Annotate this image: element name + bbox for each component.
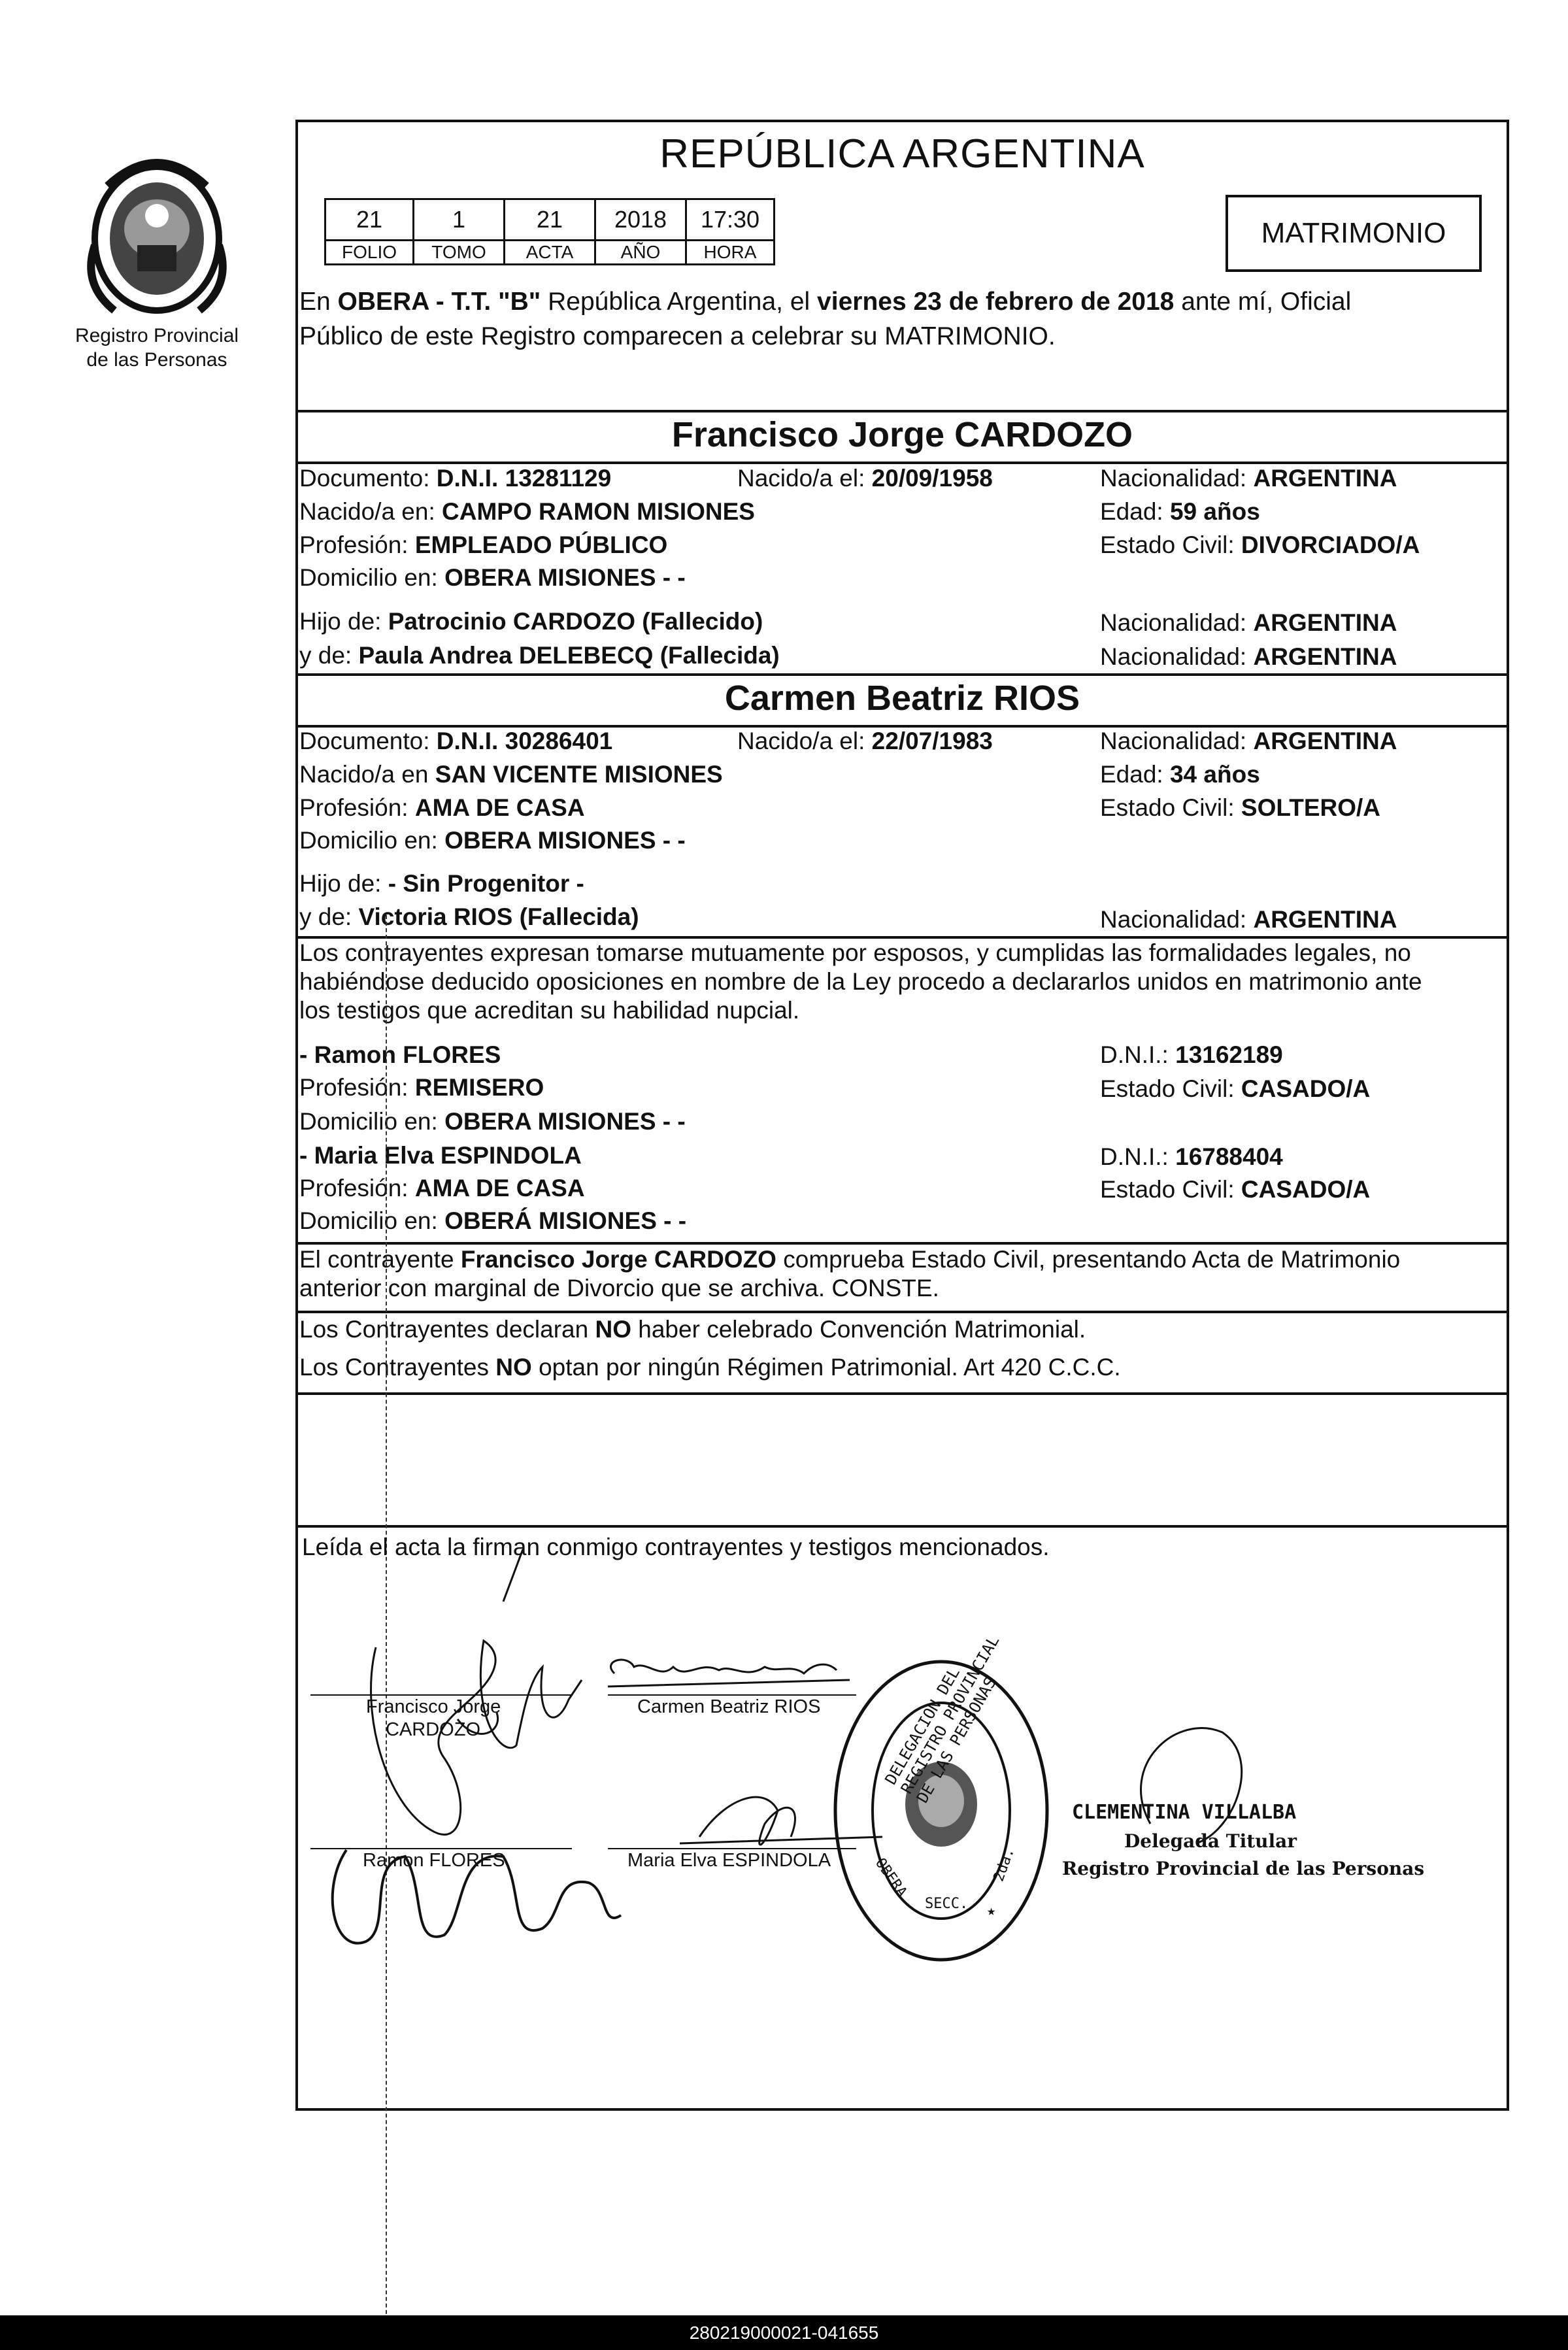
page-title: REPÚBLICA ARGENTINA [659, 131, 1145, 176]
intro-line-2: Público de este Registro comparecen a celebrar su MATRIMONIO. [299, 322, 1056, 350]
witness1-address: Domicilio en: OBERA MISIONES - - [299, 1108, 686, 1135]
witness2-name: - Maria Elva ESPINDOLA [299, 1142, 582, 1169]
divider [295, 410, 1509, 412]
note-line-2: anterior con marginal de Divorcio que se archiva. CONSTE. [299, 1275, 939, 1301]
divider [295, 1525, 1509, 1528]
spouse1-civil-status: Estado Civil: DIVORCIADO/A [1100, 531, 1420, 558]
signature-label-spouse1-surname: CARDOZO [386, 1719, 480, 1740]
registry-table [324, 198, 775, 265]
acta-label: ACTA [505, 241, 595, 265]
official-role: Delegada Titular [1124, 1830, 1297, 1852]
convention-line-1: Los Contrayentes declaran NO haber celebrado Convención Matrimonial. [299, 1316, 1086, 1343]
official-org: Registro Provincial de las Personas [1062, 1858, 1425, 1879]
signature-label-spouse2: Carmen Beatriz RIOS [637, 1696, 821, 1717]
witness1-name: - Ramon FLORES [299, 1041, 501, 1068]
divider [295, 1242, 1509, 1245]
footer-code: 280219000021-041655 [0, 2315, 1568, 2350]
spouse2-mother-nationality: Nacionalidad: ARGENTINA [1100, 906, 1397, 933]
spouse2-father: Hijo de: - Sin Progenitor - [299, 870, 584, 897]
witness2-civil-status: Estado Civil: CASADO/A [1100, 1176, 1371, 1203]
spouse2-nationality: Nacionalidad: ARGENTINA [1100, 728, 1397, 754]
witness1-civil-status: Estado Civil: CASADO/A [1100, 1075, 1371, 1102]
signature-label-witness2: Maria Elva ESPINDOLA [627, 1850, 831, 1871]
spouse1-name: Francisco Jorge CARDOZO [671, 415, 1133, 454]
folio-value: 21 [325, 199, 414, 241]
spouse2-civil-status: Estado Civil: SOLTERO/A [1100, 794, 1381, 821]
stamp-inner-text-2: 2da. [990, 1845, 1018, 1884]
spouse2-address: Domicilio en: OBERA MISIONES - - [299, 827, 686, 854]
spouse1-age: Edad: 59 años [1100, 498, 1260, 525]
tomo-label: TOMO [414, 241, 505, 265]
witness2-address: Domicilio en: OBERÁ MISIONES - - [299, 1207, 687, 1234]
registry-caption: Registro Provincial de las Personas [75, 325, 239, 371]
hora-label: HORA [686, 241, 775, 265]
tomo-value: 1 [414, 199, 505, 241]
acta-value: 21 [505, 199, 595, 241]
act-type-box [1226, 195, 1482, 272]
spouse2-document: Documento: D.N.I. 30286401 [299, 728, 613, 754]
witness2-profession: Profesión: AMA DE CASA [299, 1175, 585, 1201]
svg-text:★: ★ [987, 1903, 996, 1919]
anio-value: 2018 [595, 199, 686, 241]
spouse2-age: Edad: 34 años [1100, 761, 1260, 788]
spouse1-nationality: Nacionalidad: ARGENTINA [1100, 465, 1397, 492]
official-name: CLEMENTINA VILLALBA [1072, 1801, 1297, 1824]
stamp-inner-text-3: SECC. [925, 1896, 969, 1912]
note-line-1: El contrayente Francisco Jorge CARDOZO comprueba Estado Civil, presentando Acta de Matrimonio [299, 1246, 1401, 1273]
declaration-line-1: Los contrayentes expresan tomarse mutuamente por esposos, y cumplidas las formalidades legales, no [299, 939, 1411, 966]
spouse2-birthdate: Nacido/a el: 22/07/1983 [737, 728, 993, 754]
witness1-profession: Profesión: REMISERO [299, 1074, 544, 1101]
signature-label-spouse1: Francisco Jorge [366, 1696, 501, 1717]
divider [295, 1311, 1509, 1313]
spouse1-father: Hijo de: Patrocinio CARDOZO (Fallecido) [299, 608, 763, 635]
declaration-line-2: habiéndose deducido oposiciones en nombre de la Ley procedo a declararlos unidos en matrimonio ante [299, 968, 1422, 995]
witness1-dni: D.N.I.: 13162189 [1100, 1041, 1283, 1068]
spouse1-mother-nationality: Nacionalidad: ARGENTINA [1100, 643, 1397, 670]
closing-statement: Leída el acta la firman conmigo contrayentes y testigos mencionados. [302, 1534, 1050, 1560]
spouse2-profession: Profesión: AMA DE CASA [299, 794, 585, 821]
spouse1-father-nationality: Nacionalidad: ARGENTINA [1100, 609, 1397, 636]
provincial-seal-logo [69, 147, 245, 330]
spouse2-birthplace: Nacido/a en SAN VICENTE MISIONES [299, 761, 723, 788]
convention-line-2: Los Contrayentes NO optan por ningún Régimen Patrimonial. Art 420 C.C.C. [299, 1354, 1121, 1381]
spouse1-address: Domicilio en: OBERA MISIONES - - [299, 564, 686, 591]
spouse2-mother: y de: Victoria RIOS (Fallecida) [299, 903, 639, 930]
declaration-line-3: los testigos que acreditan su habilidad nupcial. [299, 997, 800, 1024]
stamp-outer-text: DELEGACION DEL REGISTRO PROVINCIAL DE LAS PERSONAS [881, 1632, 1003, 1806]
stamp-inner-text-1: OBERA [871, 1855, 910, 1900]
anio-label: AÑO [595, 241, 686, 265]
folio-label: FOLIO [325, 241, 414, 265]
act-type: MATRIMONIO [1261, 217, 1446, 249]
spouse1-document: Documento: D.N.I. 13281129 [299, 465, 612, 492]
divider [295, 673, 1509, 676]
spouse1-birthplace: Nacido/a en: CAMPO RAMON MISIONES [299, 498, 755, 525]
spouse1-birthdate: Nacido/a el: 20/09/1958 [737, 465, 993, 492]
official-stamp [830, 1632, 1052, 1968]
witness2-dni: D.N.I.: 16788404 [1100, 1143, 1283, 1170]
spouse1-mother: y de: Paula Andrea DELEBECQ (Fallecida) [299, 642, 780, 669]
hora-value: 17:30 [686, 199, 775, 241]
divider [295, 1392, 1509, 1395]
signature-label-witness1: Ramon FLORES [363, 1850, 505, 1871]
spouse2-name: Carmen Beatriz RIOS [724, 679, 1080, 718]
spouse1-profession: Profesión: EMPLEADO PÚBLICO [299, 531, 668, 558]
intro-line-1: En OBERA - T.T. "B" República Argentina, el viernes 23 de febrero de 2018 ante mí, Oficial [299, 288, 1352, 316]
